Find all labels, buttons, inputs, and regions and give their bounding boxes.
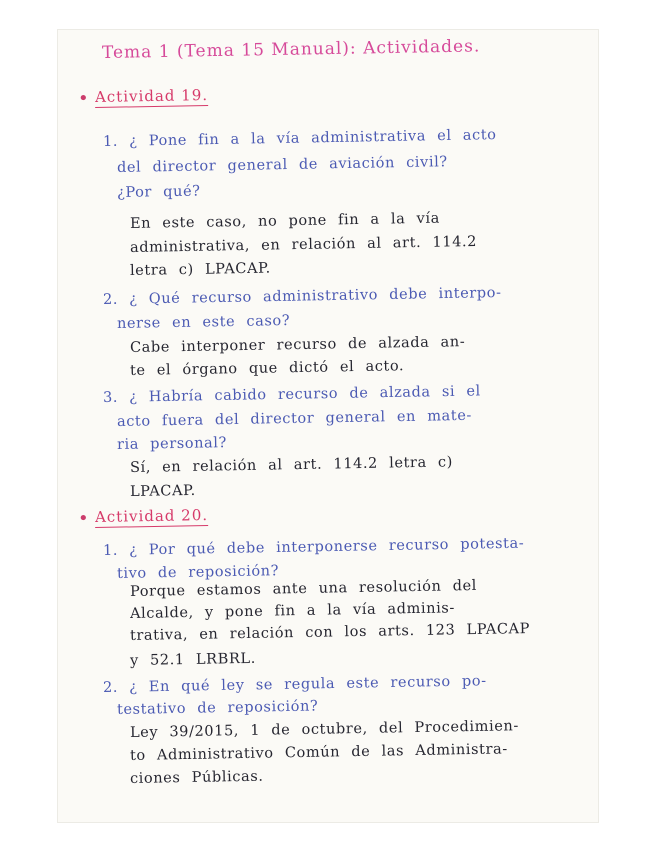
section-heading-20: Actividad 20.: [94, 506, 209, 526]
answer-line: trativa, en relación con los arts. 123 LPACAP: [129, 621, 531, 644]
answer-line: y 52.1 LRBRL.: [129, 650, 256, 669]
answer-line: to Administrativo Común de las Administra-: [129, 741, 508, 764]
answer-line: administrativa, en relación al art. 114.2: [129, 233, 478, 256]
answer-line: Alcalde, y pone fin a la vía adminis-: [129, 600, 456, 622]
answer-line: Porque estamos ante una resolución del: [129, 577, 478, 600]
answer-line: letra c) LPACAP.: [129, 260, 271, 279]
section-heading-19: Actividad 19.: [94, 86, 209, 106]
bullet-icon: •: [78, 88, 89, 109]
question-line: 2. ¿ Qué recurso administrativo debe interpo-: [102, 285, 502, 308]
question-line: 1. ¿ Por qué debe interponerse recurso potesta-: [102, 535, 525, 559]
answer-line: Sí, en relación al art. 114.2 letra c): [129, 454, 454, 476]
question-line: 1. ¿ Pone fin a la vía administrativa el acto: [102, 127, 497, 150]
answer-line: ciones Públicas.: [129, 768, 264, 787]
answer-line: Cabe interponer recurso de alzada an-: [129, 334, 466, 356]
bullet-icon: •: [78, 508, 89, 529]
question-line: testativo de reposición?: [116, 698, 319, 718]
answer-line: Ley 39/2015, 1 de octubre, del Procedimien-: [129, 718, 520, 741]
question-line: nerse en este caso?: [116, 312, 291, 332]
question-line: ¿Por qué?: [116, 183, 201, 201]
answer-line: En este caso, no pone fin a la vía: [129, 210, 441, 232]
question-line: ria personal?: [116, 435, 228, 453]
answer-line: te el órgano que dictó el acto.: [129, 358, 405, 379]
question-line: 3. ¿ Habría cabido recurso de alzada si el: [102, 383, 481, 406]
question-line: 2. ¿ En qué ley se regula este recurso po-: [102, 673, 487, 696]
question-line: tivo de reposición?: [116, 563, 280, 582]
page-title: Tema 1 (Tema 15 Manual): Actividades.: [101, 36, 481, 63]
question-line: acto fuera del director general en mate-: [116, 407, 473, 430]
answer-line: LPACAP.: [129, 482, 196, 500]
question-line: del director general de aviación civil?: [116, 154, 448, 176]
